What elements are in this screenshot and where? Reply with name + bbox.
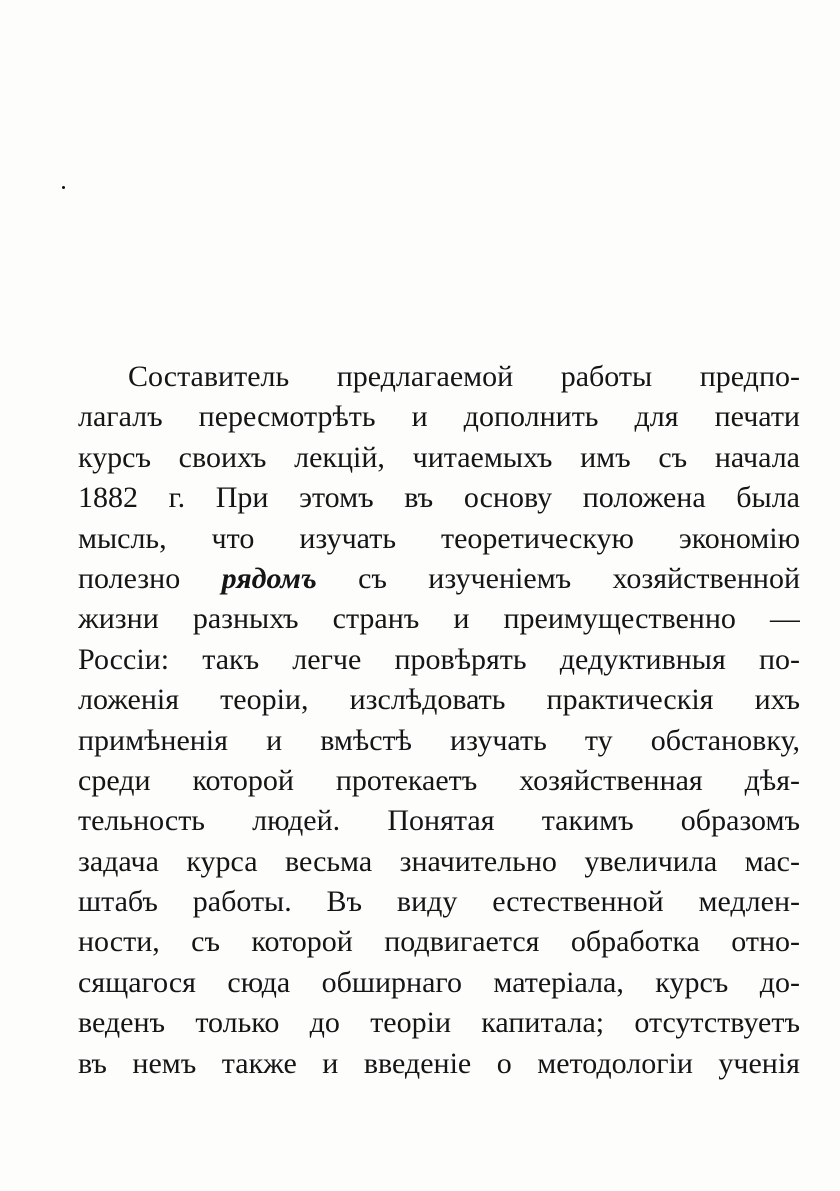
ink-speck <box>62 186 65 189</box>
text-line: ложенія теоріи, изслѣдовать практическія ихъ <box>78 683 800 717</box>
text-line: сящагося сюда обширнаго матеріала, курсъ до- <box>78 965 800 999</box>
text-line: Россіи: такъ легче провѣрять дедуктивныя по- <box>78 642 800 676</box>
text-line: 1882 г. При этомъ въ основу положена была <box>78 481 800 515</box>
text-line: курсъ своихъ лекцій, читаемыхъ имъ съ начала <box>78 440 800 474</box>
text-line: жизни разныхъ странъ и преимущественно — <box>78 602 800 636</box>
body-text <box>78 357 800 1084</box>
emphasized-word: рядомъ <box>221 561 317 595</box>
text-line: примѣненія и вмѣстѣ изучать ту обстановку, <box>78 723 800 757</box>
text-line-with-emphasis <box>78 559 800 599</box>
text-line: штабъ работы. Въ виду естественной медлен- <box>78 885 800 919</box>
text-line: Составитель предлагаемой работы предпо- <box>128 360 800 393</box>
text-line: тельность людей. Понятая такимъ образомъ <box>78 804 800 838</box>
text-fragment: полезно <box>78 561 222 595</box>
text-line: въ немъ также и введеніе о методологіи ученія <box>78 1046 800 1080</box>
text-line: ности, съ которой подвигается обработка отно- <box>78 925 800 959</box>
text-line: лагалъ пересмотрѣть и дополнить для печати <box>78 400 800 434</box>
text-line: задача курса весьма значительно увеличила мас- <box>78 844 800 878</box>
text-line: веденъ только до теоріи капитала; отсутствуетъ <box>78 1006 800 1040</box>
text-line: мысль, что изучать теоретическую экономію <box>78 521 800 555</box>
text-fragment: съ изученіемъ хозяйственной <box>316 561 800 595</box>
text-line: среди которой протекаетъ хозяйственная дѣя- <box>78 763 800 797</box>
